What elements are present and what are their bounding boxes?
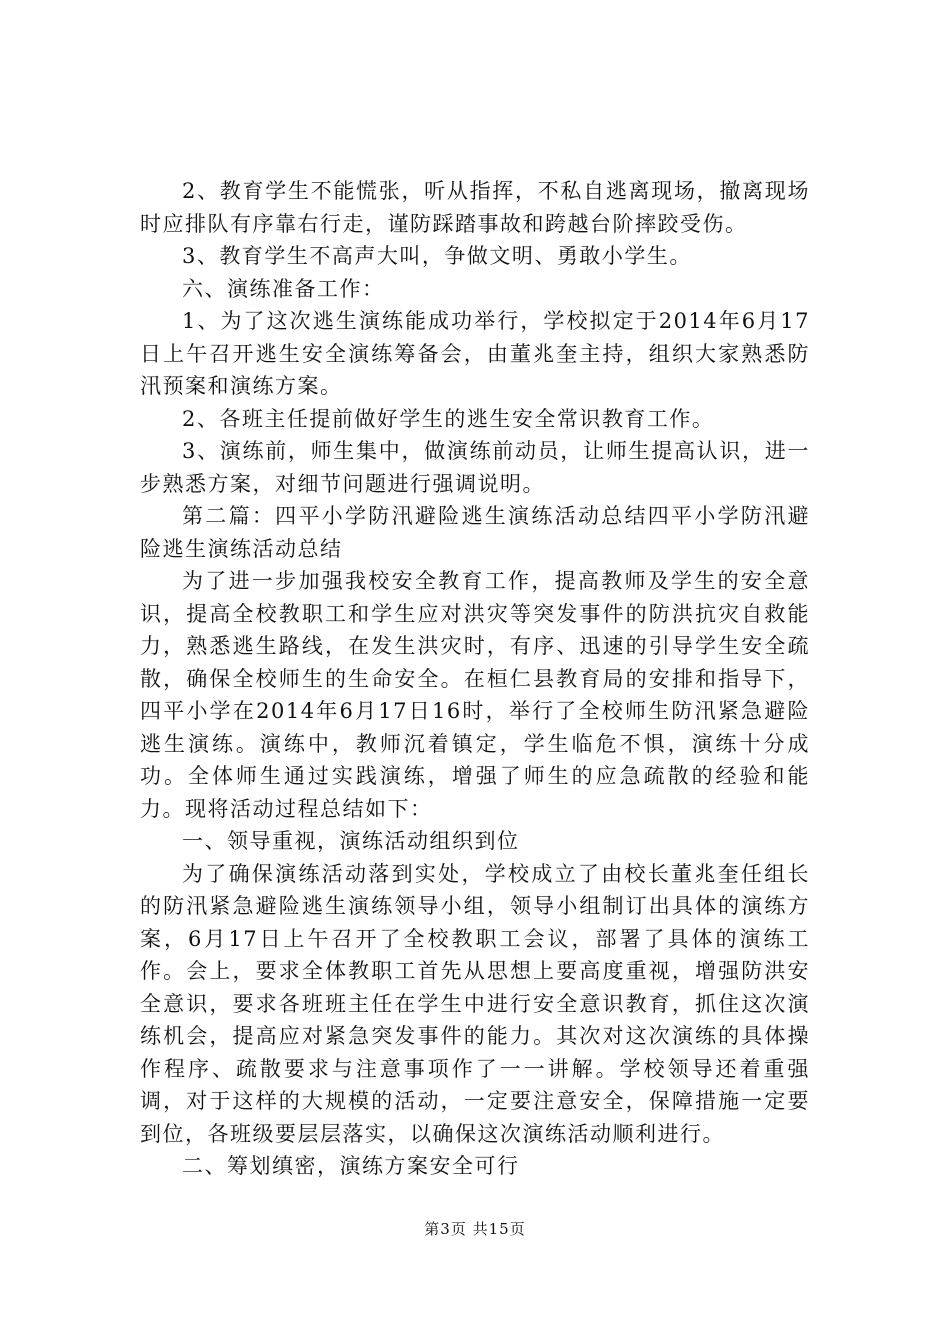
paragraph-intro: 为了进一步加强我校安全教育工作，提高教师及学生的安全意识，提高全校教职工和学生应对洪灾等突发事件的防洪抗灾自救能力，熟悉逃生路线，在发生洪灾时，有序、迅速的引导学生安全疏散，确保全校师生的生命安全。在桓仁县教育局的安排和指导下，四平小学在2014年6月17日16时，举行了全校师生防汛紧急避险逃生演练。演练中，教师沉着镇定，学生临危不惧，演练十分成功。全体师生通过实践演练，增强了师生的应急疏散的经验和能力。现将活动过程总结如下： <box>140 569 810 821</box>
section-heading-planning: 二、筹划缜密，演练方案安全可行 <box>182 1154 520 1178</box>
paragraph-prep-3: 3、演练前，师生集中，做演练前动员，让师生提高认识，进一步熟悉方案，对细节问题进行强调说明。 <box>140 439 810 496</box>
paragraph-leadership: 为了确保演练活动落到实处，学校成立了由校长董兆奎任组长的防汛紧急避险逃生演练领导小组，领导小组制订出具体的演练方案，6月17日上午召开了全校教职工会议，部署了具体的演练工作。会上，要求全体教职工首先从思想上要高度重视，增强防洪安全意识，要求各班班主任在学生中进行安全意识教育，抓住这次演练机会，提高应对紧急突发事件的能力。其次对这次演练的具体操作程序、疏散要求与注意事项作了一一讲解。学校领导还着重强调，对于这样的大规模的活动，一定要注意安全，保障措施一定要到位，各班级要层层落实，以确保这次演练活动顺利进行。 <box>140 861 810 1146</box>
page-footer: 第3页 共15页 <box>424 1220 526 1238</box>
paragraph-prep-2: 2、各班主任提前做好学生的逃生安全常识教育工作。 <box>182 406 715 431</box>
article-title-part-two: 第二篇：四平小学防汛避险逃生演练活动总结四平小学防汛避险逃生演练活动总结 <box>140 504 810 561</box>
document-body <box>140 175 810 1183</box>
paragraph-item-3: 3、教育学生不高声大叫，争做文明、勇敢小学生。 <box>182 244 692 268</box>
paragraph-item-2: 2、教育学生不能慌张，听从指挥，不私自逃离现场，撤离现场时应排队有序靠右行走，谨防踩踏事故和跨越台阶摔跤受伤。 <box>140 179 810 236</box>
section-heading-leadership: 一、领导重视，演练活动组织到位 <box>182 829 520 853</box>
section-heading-preparation: 六、演练准备工作： <box>182 276 385 301</box>
paragraph-prep-1: 1、为了这次逃生演练能成功举行，学校拟定于2014年6月17日上午召开逃生安全演练筹备会，由董兆奎主持，组织大家熟悉防汛预案和演练方案。 <box>140 309 810 398</box>
